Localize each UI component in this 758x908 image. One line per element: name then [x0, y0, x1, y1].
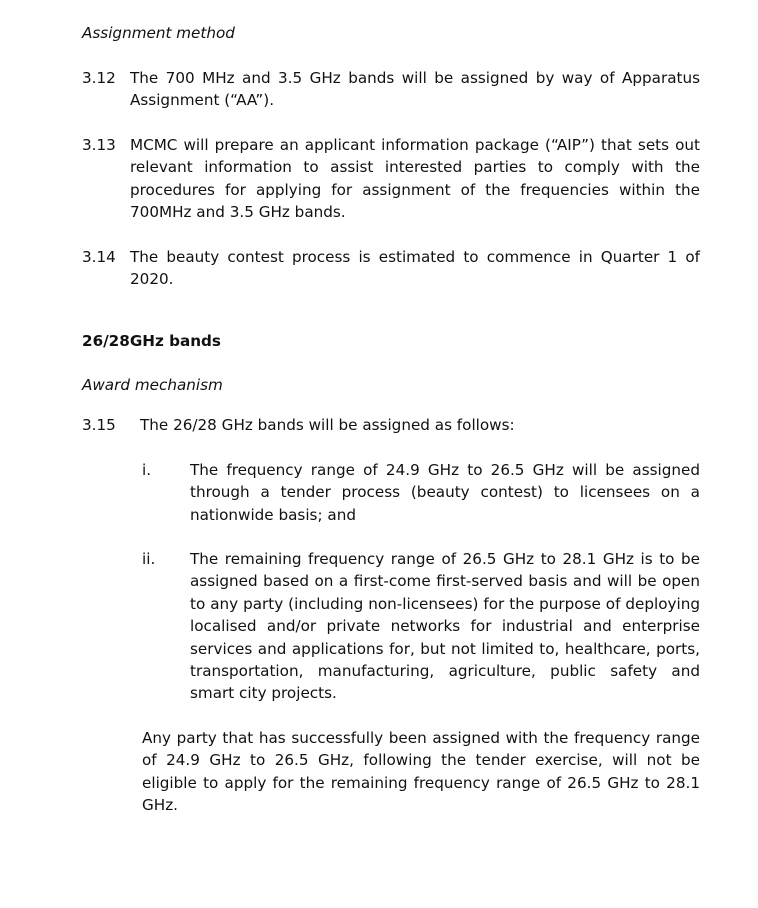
paragraph-number: 3.15: [82, 416, 116, 434]
sub-item-text: The frequency range of 24.9 GHz to 26.5 GHz will be assigned through a tender process (beauty contest) to licensees on a nationwide basis; and: [190, 461, 700, 524]
sub-item-marker: i.: [142, 461, 152, 479]
subheading-assignment-method: Assignment method: [82, 24, 235, 42]
section-heading-26-28ghz: 26/28GHz bands: [82, 332, 221, 350]
paragraph-number: 3.13: [82, 136, 116, 154]
sub-item-text: The remaining frequency range of 26.5 GHz to 28.1 GHz is to be assigned based on a first-come first-served basis and will be open to any party (including non-licensees) for the purpose of deploying localised and/or private networks for industrial and enterprise services and applications for, but not limited to, healthcare, ports, transportation, manufacturing, agriculture, public safety and smart city projects.: [190, 550, 700, 703]
paragraph-text: The 700 MHz and 3.5 GHz bands will be assigned by way of Apparatus Assignment (“AA”).: [130, 69, 700, 110]
sub-item-marker: ii.: [142, 550, 156, 568]
paragraph-text: The beauty contest process is estimated to commence in Quarter 1 of 2020.: [130, 248, 700, 289]
subheading-award-mechanism: Award mechanism: [82, 376, 223, 394]
paragraph-number: 3.12: [82, 69, 116, 87]
paragraph-text: The 26/28 GHz bands will be assigned as follows:: [140, 416, 515, 434]
closing-paragraph: Any party that has successfully been assigned with the frequency range of 24.9 GHz to 26.5 GHz, following the tender exercise, will not be eligible to apply for the remaining frequency range of 26.5 GHz to 28.1 GHz.: [142, 729, 700, 815]
paragraph-text: MCMC will prepare an applicant information package (“AIP”) that sets out relevant information to assist interested parties to comply with the procedures for applying for assignment of the frequencies within the 700MHz and 3.5 GHz bands.: [130, 136, 700, 222]
paragraph-number: 3.14: [82, 248, 116, 266]
